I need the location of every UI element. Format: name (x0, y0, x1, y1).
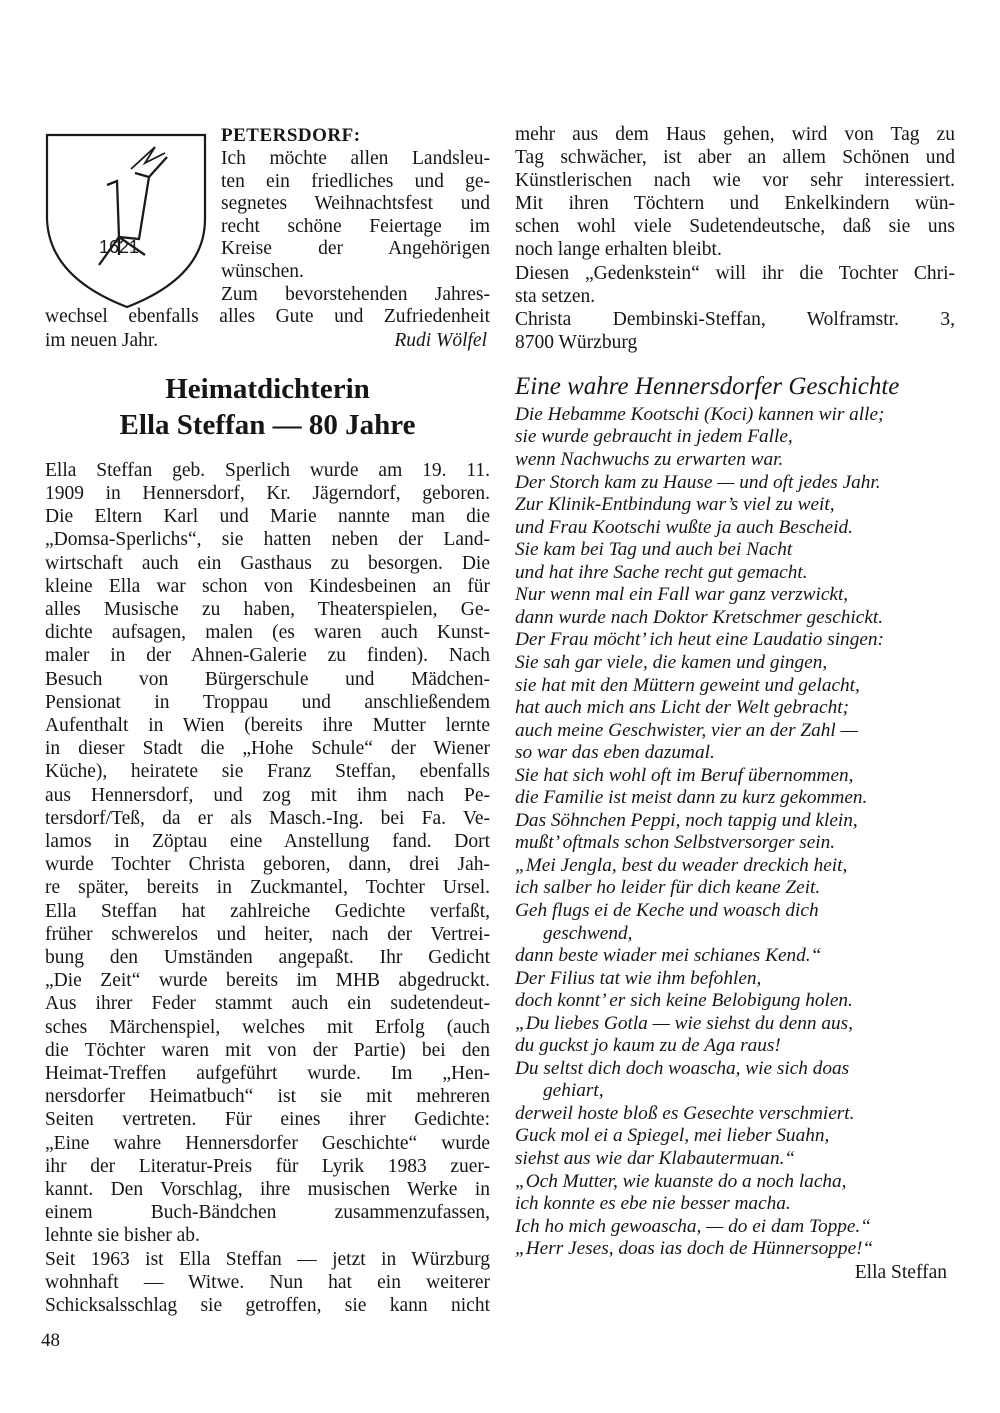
article-line: dichte aufsagen, malen (es waren auch Kunst- (45, 622, 490, 644)
left-column (45, 123, 490, 1317)
coat-of-arms-icon (45, 127, 213, 312)
poem-line: Du seltst dich doch woascha, wie sich doas (515, 1057, 850, 1079)
poem-line: Zur Klinik-Entbindung war’s viel zu weit, (515, 494, 835, 516)
page-number: 48 (41, 1330, 60, 1351)
article-line: die Töchter waren mit von der Partie) bei den (45, 1039, 490, 1061)
article-line: Mit ihren Töchtern und Enkelkindern wün- (515, 193, 955, 215)
notice-line: ten ein friedliches und ge- (221, 170, 490, 192)
poem-line: Geh flugs ei de Keche und woasch dich (515, 899, 819, 921)
petersdorf-heading: PETERSDORF: (221, 125, 361, 146)
poem-line: mußt’ oftmals schon Selbstversorger sein. (515, 832, 836, 854)
poem-line: gehiart, (543, 1080, 604, 1102)
poem-line: Das Söhnchen Peppi, noch tappig und klein, (515, 809, 858, 831)
article-line: schen wohl viele Sudetendeutsche, daß sie uns (515, 216, 955, 238)
poem-line: Sie hat sich wohl oft im Beruf übernommen, (515, 764, 854, 786)
article-line: Ella Steffan hat zahlreiche Gedichte verfaßt, (45, 900, 490, 922)
poem-line: dann wurde nach Doktor Kretschmer geschickt. (515, 606, 884, 628)
poem-line: dann beste wiader mei schianes Kend.“ (515, 945, 822, 967)
article-line: noch lange erhalten bleibt. (515, 239, 722, 261)
poem-line: so war das eben dazumal. (515, 742, 715, 764)
poem-body (515, 404, 955, 1261)
poem-line: siehst aus wie dar Klabautermuan.“ (515, 1147, 796, 1169)
poem-line: ich salber ho leider für dich keane Zeit. (515, 877, 821, 899)
poem-line: du guckst jo kaum zu de Aga raus! (515, 1035, 781, 1057)
notice-line: wechsel ebenfalls alles Gute und Zufriedenheit (45, 306, 490, 328)
poem-line: „Du liebes Gotla — wie siehst du denn aus, (515, 1012, 853, 1034)
article-line: lamos in Zöptau eine Anstellung fand. Dort (45, 831, 490, 852)
article-line: Tag schwächer, ist aber an allem Schönen und (515, 147, 955, 169)
article-line: einem Buch-Bändchen zusammenzufassen, (45, 1202, 490, 1224)
article-line: Die Eltern Karl und Marie nannte man die (45, 506, 490, 528)
article-line: re später, bereits in Zuckmantel, Tochter Ursel. (45, 877, 490, 899)
notice-line: Kreise der Angehörigen (221, 238, 490, 260)
article-line: kannt. Den Vorschlag, ihre musischen Werke in (45, 1179, 490, 1201)
article-line: wirtschaft auch ein Gasthaus zu besorgen. Die (45, 552, 490, 574)
article-line: alles Musische zu haben, Theaterspielen, Ge- (45, 598, 490, 620)
article-line: wohnhaft — Witwe. Nun hat ein weiterer (45, 1271, 490, 1293)
article-line: Diesen „Gedenkstein“ will ihr die Tochter Chri- (515, 262, 955, 284)
notice-line: Zum bevorstehenden Jahres- (221, 283, 490, 305)
article-line: maler in der Ahnen-Galerie zu finden). Nach (45, 645, 490, 667)
poem-line: Der Frau möcht’ ich heut eine Laudatio singen: (515, 629, 884, 651)
article-line: sches Märchenspiel, welches mit Erfolg (auch (45, 1016, 490, 1038)
article-line: früher schwerelos und heiter, nach der Vertrei- (45, 923, 490, 945)
notice-line: im neuen Jahr. (45, 329, 159, 351)
article-title-line: Ella Steffan — 80 Jahre (119, 408, 416, 441)
poem-line: Nur wenn mal ein Fall war ganz verzwickt, (515, 584, 849, 606)
poem-line: sie hat mit den Müttern geweint und gelacht, (515, 674, 860, 696)
article-line: „Domsa-Sperlichs“, sie hatten neben der Land- (45, 529, 490, 551)
poem-line: wenn Nachwuchs zu erwarten war. (515, 449, 784, 471)
poem-line: auch meine Geschwister, vier an der Zahl — (515, 719, 858, 741)
article-line: Besuch von Bürgerschule und Mädchen- (45, 668, 490, 690)
article-line: Ella Steffan geb. Sperlich wurde am 19. 11. (45, 459, 490, 481)
article-line: Aus ihrer Feder stammt auch ein sudetendeut- (45, 993, 490, 1015)
notice-signature-row (45, 329, 490, 352)
poem-line: doch konnt’ er sich keine Belobigung holen. (515, 990, 853, 1012)
poem-line: hat auch mich ans Licht der Welt gebracht; (515, 697, 849, 719)
poem-line: sie wurde gebraucht in jedem Falle, (515, 426, 793, 448)
article-line: Küche), heiratete sie Franz Steffan, ebenfalls (45, 761, 490, 783)
poem-line: „Herr Jeses, doas ias doch de Hünnersoppe!“ (515, 1238, 874, 1260)
poem-line: die Familie ist meist dann zu kurz gekommen. (515, 787, 868, 809)
article-title-line: Heimatdichterin (165, 372, 370, 405)
poem-line: Der Storch kam zu Hause — und oft jedes Jahr. (515, 471, 881, 493)
article-line: Heimat-Treffen aufgeführt wurde. Im „Hen- (45, 1063, 490, 1085)
article-line: wurde Tochter Christa geboren, dann, drei Jah- (45, 854, 490, 876)
poem-line: Der Filius tat wie ihm befohlen, (515, 967, 762, 989)
article-body (45, 459, 490, 1318)
article-line: Aufenthalt in Wien (bereits ihre Mutter lernte (45, 714, 490, 736)
poem-line: geschwend, (543, 922, 633, 944)
poem-line: ich konnte es ebe nie besser macha. (515, 1193, 791, 1215)
poem-author: Ella Steffan (854, 1261, 947, 1283)
poem-line: und hat ihre Sache recht gut gemacht. (515, 561, 808, 583)
article-line: tersdorf/Teß, da er als Masch.-Ing. bei Fa. Ve- (45, 807, 490, 829)
article-line: lehnte sie bisher ab. (45, 1225, 200, 1247)
notice-line: recht schöne Feiertage im (221, 215, 490, 237)
crest-year: 1621 (99, 237, 140, 257)
article-line: nersdorfer Heimatbuch“ ist sie mit mehreren (45, 1086, 490, 1108)
article-line: Pensionat in Troppau und anschließendem (45, 691, 490, 713)
article-line: „Die Zeit“ wurde bereits im MHB abgedruckt. (45, 970, 490, 992)
notice-author: Rudi Wölfel (394, 329, 487, 351)
article-line: 1909 in Hennersdorf, Kr. Jägerndorf, geboren. (45, 482, 490, 504)
poem-title: Eine wahre Hennersdorfer Geschichte (515, 372, 900, 400)
poem-line: Ich ho mich gewoascha, — do ei dam Toppe.“ (515, 1215, 871, 1237)
article-line: sta setzen. (515, 285, 596, 307)
article-line: 8700 Würzburg (515, 331, 638, 353)
notice-line: segnetes Weihnachtsfest und (221, 193, 490, 215)
article-line: in dieser Stadt die „Hohe Schule“ der Wiener (45, 738, 490, 760)
notice-line: wünschen. (221, 260, 304, 282)
poem-line: Sie kam bei Tag und auch bei Nacht (515, 539, 793, 561)
poem-line: Guck mol ei a Spiegel, mei lieber Suahn, (515, 1125, 830, 1147)
poem-line: „Och Mutter, wie kuanste do a noch lacha, (515, 1170, 847, 1192)
article-line: aus Hennersdorf, und zog mit ihm nach Pe- (45, 784, 490, 806)
poem-line: derweil hoste bloß es Gesechte verschmiert. (515, 1102, 855, 1124)
article-line: Seiten vertreten. Für eines ihrer Gedichte: (45, 1109, 490, 1131)
article-line: Künstlerischen nach wie vor sehr interessiert. (515, 170, 955, 192)
article-line: Schicksalsschlag sie getroffen, sie kann nicht (45, 1295, 490, 1317)
article-line: Christa Dembinski-Steffan, Wolframstr. 3, (515, 308, 955, 330)
article-continued (515, 123, 955, 354)
poem-line: Sie sah gar viele, die kamen und gingen, (515, 651, 828, 673)
article-title (45, 371, 490, 443)
article-line: „Eine wahre Hennersdorfer Geschichte“ wurde (45, 1132, 490, 1154)
article-line: bung den Umständen angepaßt. Ihr Gedicht (45, 947, 490, 969)
poem-line: Die Hebamme Kootschi (Koci) kannen wir alle; (515, 403, 885, 425)
poem-line: „Mei Jengla, best du weader dreckich heit, (515, 854, 848, 876)
right-column (515, 123, 955, 1284)
article-line: mehr aus dem Haus gehen, wird von Tag zu (515, 124, 955, 145)
article-line: kleine Ella war schon von Kindesbeinen an für (45, 575, 490, 597)
poem-line: und Frau Kootschi wußte ja auch Bescheid. (515, 516, 853, 538)
petersdorf-notice (221, 125, 490, 306)
article-line: Seit 1963 ist Ella Steffan — jetzt in Würzburg (45, 1248, 490, 1270)
article-line: ihr der Literatur-Preis für Lyrik 1983 zuer- (45, 1155, 490, 1177)
notice-line: Ich möchte allen Landsleu- (221, 148, 490, 169)
